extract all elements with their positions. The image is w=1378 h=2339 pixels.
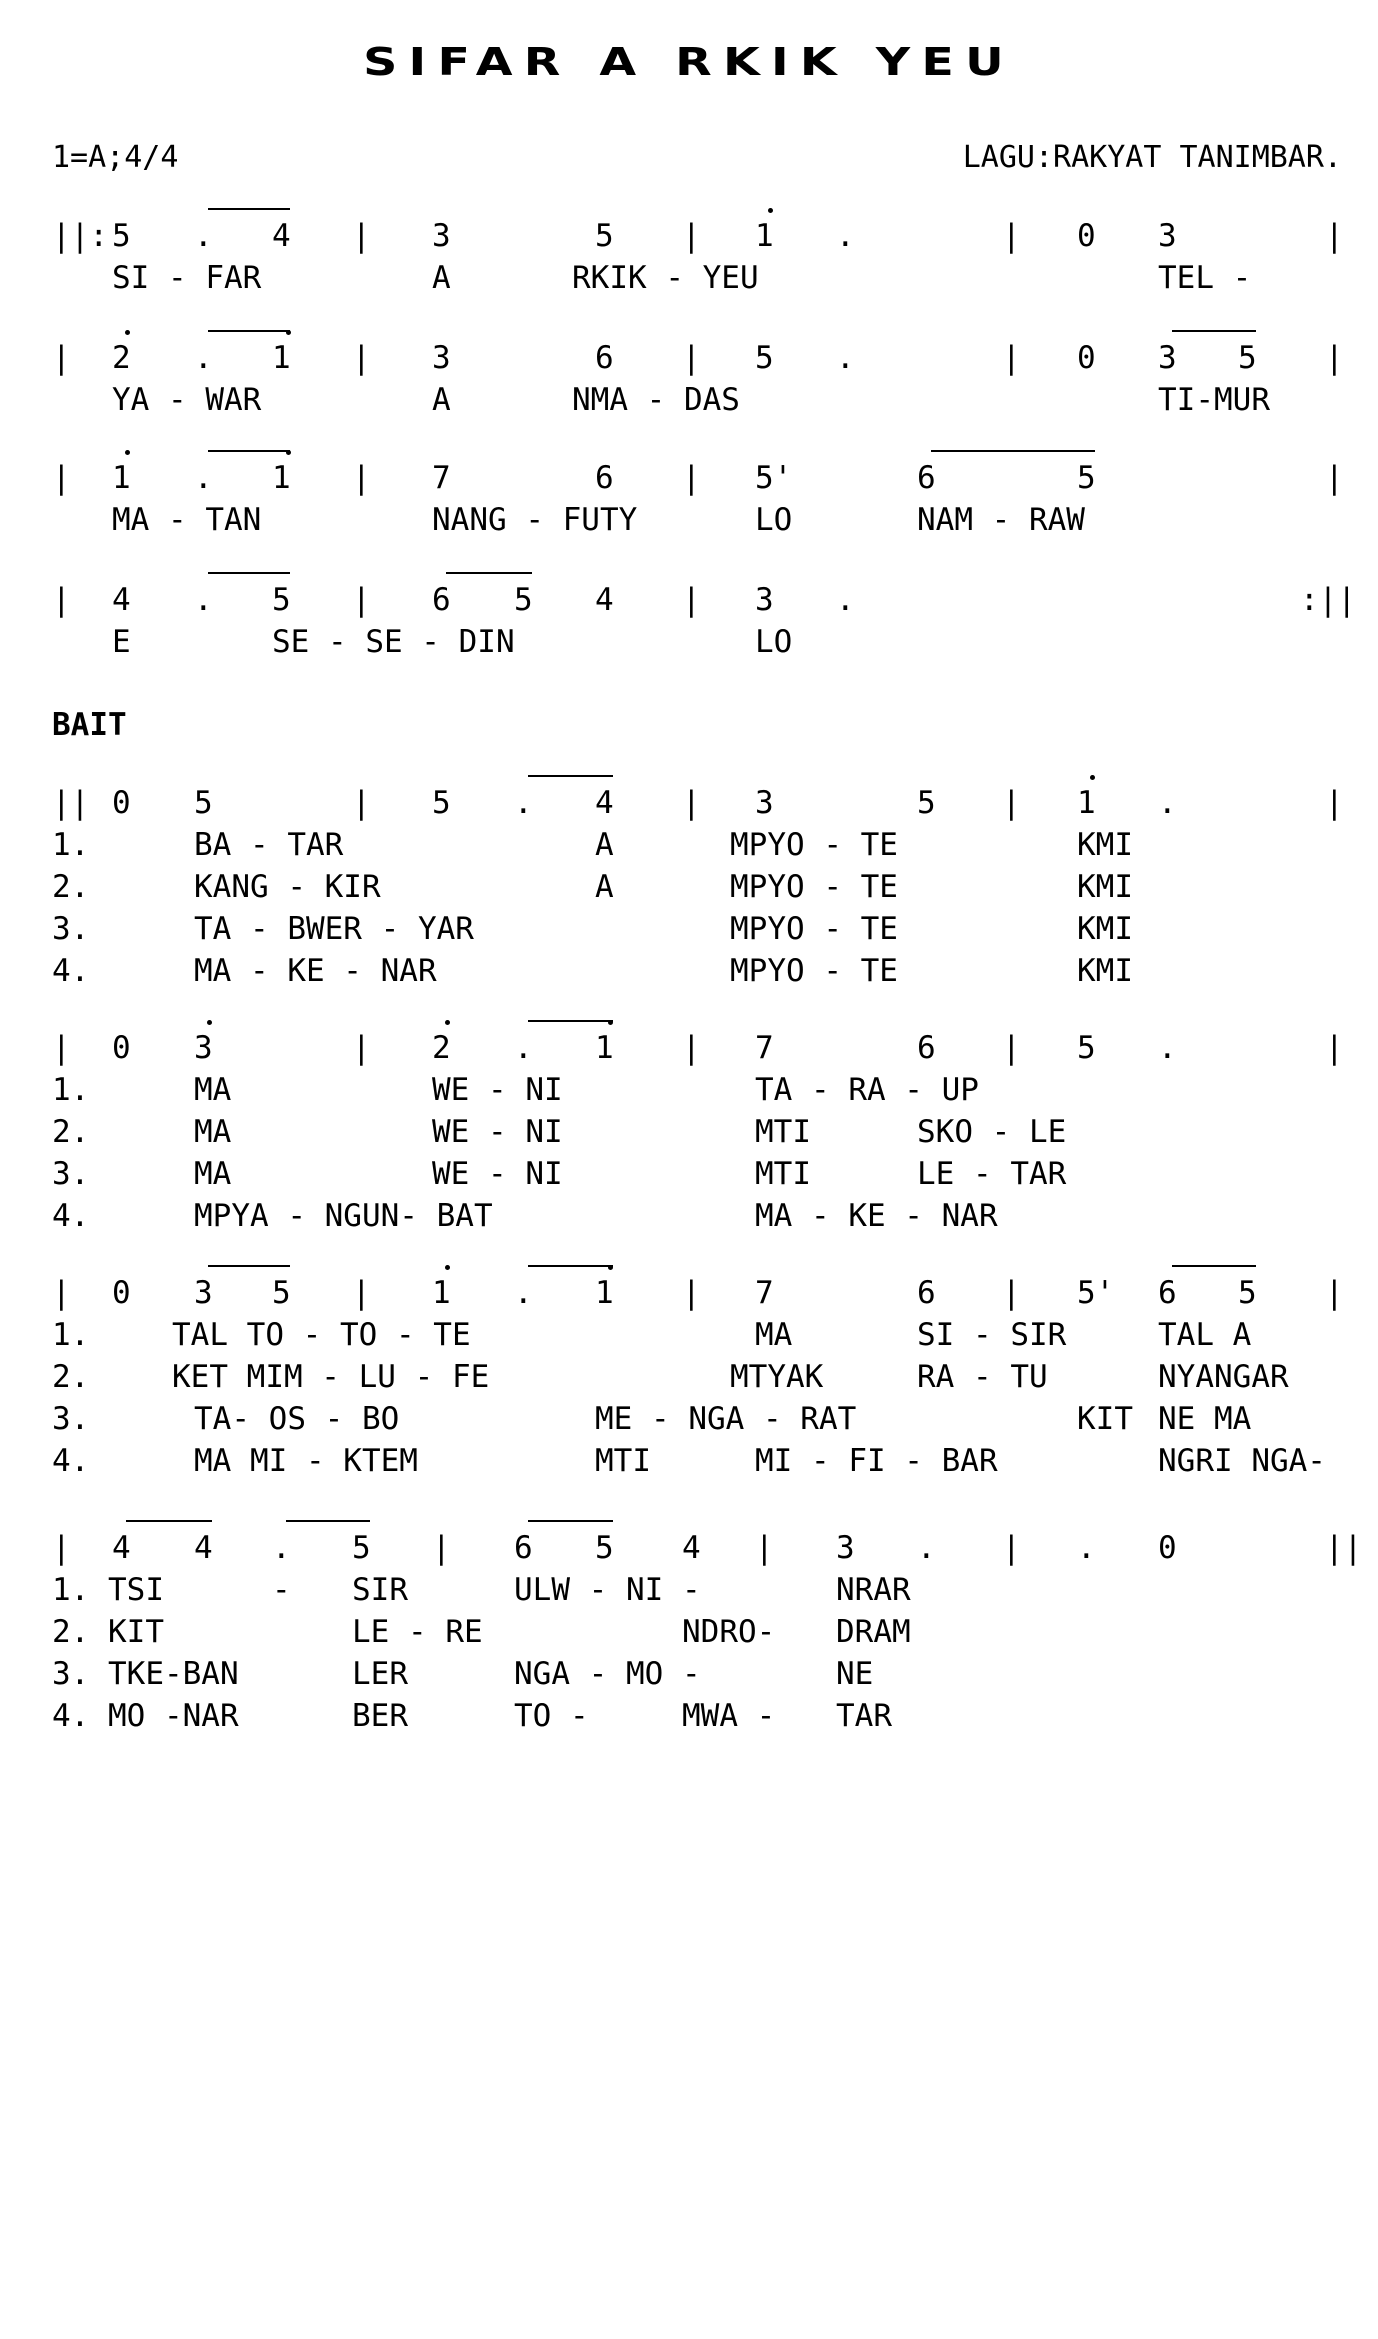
note: 3	[194, 1030, 213, 1066]
note: .	[836, 218, 855, 254]
beam-line	[208, 208, 290, 210]
beam-line	[208, 572, 290, 574]
lyric-text: 3.	[52, 1156, 90, 1192]
lyric-text: 2.	[52, 1359, 90, 1395]
lyric-text: NE	[836, 1656, 874, 1692]
barline: |	[755, 1530, 774, 1566]
beam-line	[528, 1265, 613, 1267]
barline: |	[682, 582, 701, 618]
note: 7	[755, 1275, 774, 1311]
barline: |	[1002, 1030, 1021, 1066]
note: 1	[1077, 785, 1096, 821]
lyric-text: BER	[352, 1698, 408, 1734]
barline: |	[1002, 218, 1021, 254]
lyric-text: TI-MUR	[1158, 382, 1270, 418]
note: .	[514, 785, 533, 821]
note: 0	[112, 785, 131, 821]
lyric-text: KANG - KIR	[194, 869, 381, 905]
lyric-text: KET MIM - LU - FE	[172, 1359, 490, 1395]
lyric-text: KIT	[1077, 1401, 1133, 1437]
beam-line	[208, 1265, 290, 1267]
barline: |	[352, 1030, 371, 1066]
note: 0	[112, 1030, 131, 1066]
lyric-text: TAL A	[1158, 1317, 1252, 1353]
beam-line	[528, 775, 613, 777]
note: 5	[917, 785, 936, 821]
octave-dot	[768, 208, 773, 213]
note: 6	[917, 460, 936, 496]
beam-line	[126, 1520, 212, 1522]
note: 3	[1158, 340, 1177, 376]
note: 5	[755, 340, 774, 376]
barline: |	[352, 340, 371, 376]
note: 4	[682, 1530, 701, 1566]
lyric-text: 2.	[52, 869, 90, 905]
note: .	[194, 460, 213, 496]
lyric-text: YA - WAR	[112, 382, 262, 418]
note: .	[272, 1530, 291, 1566]
barline: |	[1002, 785, 1021, 821]
note: .	[836, 340, 855, 376]
lyric-text: TAR	[836, 1698, 892, 1734]
note: 7	[755, 1030, 774, 1066]
lyric-text: WE - NI	[432, 1114, 563, 1150]
lyric-text: MTI	[755, 1156, 811, 1192]
note: .	[1158, 1030, 1177, 1066]
barline: |	[352, 460, 371, 496]
barline: ||	[52, 785, 90, 821]
lyric-text: NANG - FUTY	[432, 502, 638, 538]
note: 5	[1238, 1275, 1257, 1311]
note: 3	[836, 1530, 855, 1566]
lyric-text: A	[432, 382, 451, 418]
barline: |	[52, 582, 71, 618]
note: .	[194, 582, 213, 618]
note: 5	[272, 582, 291, 618]
note: 2	[432, 1030, 451, 1066]
note: .	[917, 1530, 936, 1566]
lyric-text: A	[595, 869, 614, 905]
lyric-text: NYANGAR	[1158, 1359, 1289, 1395]
note: 5	[194, 785, 213, 821]
barline: |	[52, 1275, 71, 1311]
lyric-text: MTYAK	[730, 1359, 824, 1395]
lyric-text: BA - TAR	[194, 827, 344, 863]
lyric-text: KMI	[1077, 911, 1133, 947]
note: 3	[194, 1275, 213, 1311]
barline: |	[1325, 218, 1344, 254]
barline: :||	[1300, 582, 1356, 618]
lyric-text: NGA - MO -	[514, 1656, 701, 1692]
note: 5	[595, 1530, 614, 1566]
lyric-text: MA - TAN	[112, 502, 262, 538]
lyric-text: DRAM	[836, 1614, 911, 1650]
note: 6	[595, 460, 614, 496]
note: 4	[112, 582, 131, 618]
lyric-text: -	[272, 1572, 291, 1608]
lyric-text: LER	[352, 1656, 408, 1692]
note: 3	[755, 582, 774, 618]
lyric-text: WE - NI	[432, 1072, 563, 1108]
note: 0	[112, 1275, 131, 1311]
beam-line	[931, 450, 1095, 452]
barline: |	[352, 218, 371, 254]
note: 5	[595, 218, 614, 254]
lyric-text: MPYA - NGUN- BAT	[194, 1198, 493, 1234]
barline: |	[682, 218, 701, 254]
barline: |	[52, 340, 71, 376]
lyric-text: LO	[755, 624, 793, 660]
note: 5	[352, 1530, 371, 1566]
section-label-bait: BAIT	[52, 707, 127, 743]
lyric-text: TA - BWER - YAR	[194, 911, 474, 947]
lyric-text: MWA -	[682, 1698, 776, 1734]
note: 1	[112, 460, 131, 496]
lyric-text: MPYO - TE	[730, 953, 898, 989]
note: .	[194, 218, 213, 254]
barline: |	[682, 785, 701, 821]
lyric-text: 2. KIT	[52, 1614, 164, 1650]
lyric-text: NRAR	[836, 1572, 911, 1608]
note: 4	[194, 1530, 213, 1566]
lyric-text: KMI	[1077, 953, 1133, 989]
note: 5	[1077, 460, 1096, 496]
lyric-text: RKIK - YEU	[572, 260, 759, 296]
lyric-text: LE - RE	[352, 1614, 483, 1650]
lyric-text: LE - TAR	[917, 1156, 1067, 1192]
lyric-text: 3.	[52, 1401, 90, 1437]
lyric-text: MPYO - TE	[730, 911, 898, 947]
lyric-text: 4. MO -NAR	[52, 1698, 239, 1734]
lyric-text: SE - SE - DIN	[272, 624, 515, 660]
barline: |	[1002, 1530, 1021, 1566]
note: 5	[1077, 1030, 1096, 1066]
note: 4	[272, 218, 291, 254]
note: 1	[272, 340, 291, 376]
lyric-text: NE MA	[1158, 1401, 1252, 1437]
barline: |	[432, 1530, 451, 1566]
note: 1	[595, 1275, 614, 1311]
note: 5	[1238, 340, 1257, 376]
note: .	[1158, 785, 1177, 821]
note: .	[514, 1030, 533, 1066]
lyric-text: MPYO - TE	[730, 827, 898, 863]
lyric-text: A	[595, 827, 614, 863]
lyric-text: 4.	[52, 1198, 90, 1234]
note: .	[1077, 1530, 1096, 1566]
note: 7	[432, 460, 451, 496]
note: 0	[1077, 340, 1096, 376]
note: 5	[112, 218, 131, 254]
key-signature: 1=A;4/4	[52, 140, 179, 175]
lyric-text: LO	[755, 502, 793, 538]
octave-dot	[608, 1265, 613, 1270]
lyric-text: MA	[755, 1317, 793, 1353]
note: 4	[595, 785, 614, 821]
note: .	[836, 582, 855, 618]
barline: |	[352, 582, 371, 618]
barline: |	[1325, 1275, 1344, 1311]
lyric-text: ULW - NI -	[514, 1572, 701, 1608]
lyric-text: E	[112, 624, 131, 660]
lyric-text: SKO - LE	[917, 1114, 1067, 1150]
octave-dot	[207, 1020, 212, 1025]
lyric-text: MA - KE - NAR	[755, 1198, 998, 1234]
lyric-text: ME - NGA - RAT	[595, 1401, 857, 1437]
lyric-text: SI - SIR	[917, 1317, 1067, 1353]
barline: |	[52, 1530, 71, 1566]
note: 5	[514, 582, 533, 618]
lyric-text: 4.	[52, 1443, 90, 1479]
barline: |	[1325, 460, 1344, 496]
note: .	[194, 340, 213, 376]
octave-dot	[445, 1020, 450, 1025]
lyric-text: MA MI - KTEM	[194, 1443, 418, 1479]
barline: |	[352, 785, 371, 821]
barline: |	[1002, 340, 1021, 376]
beam-line	[528, 1520, 613, 1522]
beam-line	[208, 450, 290, 452]
octave-dot	[286, 330, 291, 335]
beam-line	[1172, 1265, 1256, 1267]
note: 5	[272, 1275, 291, 1311]
lyric-text: 1. TSI	[52, 1572, 164, 1608]
lyric-text: 3.	[52, 911, 90, 947]
beam-line	[286, 1520, 370, 1522]
note: 2	[112, 340, 131, 376]
lyric-text: NDRO-	[682, 1614, 776, 1650]
note: .	[514, 1275, 533, 1311]
note: 6	[514, 1530, 533, 1566]
lyric-text: WE - NI	[432, 1156, 563, 1192]
lyric-text: MPYO - TE	[730, 869, 898, 905]
barline: |	[52, 1030, 71, 1066]
note: 0	[1158, 1530, 1177, 1566]
lyric-text: MA	[194, 1114, 232, 1150]
note: 6	[1158, 1275, 1177, 1311]
barline: |	[352, 1275, 371, 1311]
beam-line	[1172, 330, 1256, 332]
lyric-text: TA- OS - BO	[194, 1401, 400, 1437]
lyric-text: TA - RA - UP	[755, 1072, 979, 1108]
barline: |	[1325, 1030, 1344, 1066]
lyric-text: 1.	[52, 1072, 90, 1108]
lyric-text: RA - TU	[917, 1359, 1048, 1395]
note: 6	[432, 582, 451, 618]
lyric-text: KMI	[1077, 827, 1133, 863]
lyric-text: MTI	[595, 1443, 651, 1479]
lyric-text: MA	[194, 1156, 232, 1192]
note: 1	[432, 1275, 451, 1311]
barline: ||	[1325, 1530, 1363, 1566]
lyric-text: TEL -	[1158, 260, 1252, 296]
lyric-text: MI - FI - BAR	[755, 1443, 998, 1479]
lyric-text: 1.	[52, 1317, 90, 1353]
lyric-text: MTI	[755, 1114, 811, 1150]
barline: |	[1002, 1275, 1021, 1311]
lyric-text: A	[432, 260, 451, 296]
lyric-text: MA	[194, 1072, 232, 1108]
note: 1	[595, 1030, 614, 1066]
note: 5'	[755, 460, 793, 496]
octave-dot	[286, 450, 291, 455]
note: 3	[1158, 218, 1177, 254]
note: 4	[595, 582, 614, 618]
beam-line	[208, 330, 290, 332]
note: 1	[755, 218, 774, 254]
lyric-text: 4.	[52, 953, 90, 989]
barline: |	[682, 1030, 701, 1066]
lyric-text: TAL TO - TO - TE	[172, 1317, 471, 1353]
lyric-text: MA - KE - NAR	[194, 953, 437, 989]
lyric-text: 2.	[52, 1114, 90, 1150]
lyric-text: NAM - RAW	[917, 502, 1085, 538]
barline: |	[682, 1275, 701, 1311]
note: 6	[595, 340, 614, 376]
note: 4	[112, 1530, 131, 1566]
lyric-text: TO -	[514, 1698, 589, 1734]
barline: |	[682, 340, 701, 376]
lyric-text: NGRI NGA-	[1158, 1443, 1326, 1479]
barline: |	[682, 460, 701, 496]
lyric-text: KMI	[1077, 869, 1133, 905]
beam-line	[528, 1020, 613, 1022]
barline: |	[1325, 785, 1344, 821]
octave-dot	[125, 450, 130, 455]
note: 3	[755, 785, 774, 821]
octave-dot	[608, 1020, 613, 1025]
note: 5'	[1077, 1275, 1115, 1311]
song-title: SIFAR A RKIK YEU	[363, 40, 1015, 84]
barline: |	[1325, 340, 1344, 376]
octave-dot	[445, 1265, 450, 1270]
note: 1	[272, 460, 291, 496]
note: 0	[1077, 218, 1096, 254]
note: 5	[432, 785, 451, 821]
barline: |	[52, 460, 71, 496]
barline: ||:	[52, 218, 108, 254]
lyric-text: 1.	[52, 827, 90, 863]
octave-dot	[1090, 775, 1095, 780]
octave-dot	[125, 330, 130, 335]
lyric-text: NMA - DAS	[572, 382, 740, 418]
beam-line	[446, 572, 532, 574]
note: 3	[432, 218, 451, 254]
note: 3	[432, 340, 451, 376]
composer-credit: LAGU:RAKYAT TANIMBAR.	[962, 140, 1342, 175]
lyric-text: 3. TKE-BAN	[52, 1656, 239, 1692]
note: 6	[917, 1030, 936, 1066]
lyric-text: SIR	[352, 1572, 408, 1608]
lyric-text: SI - FAR	[112, 260, 262, 296]
note: 6	[917, 1275, 936, 1311]
